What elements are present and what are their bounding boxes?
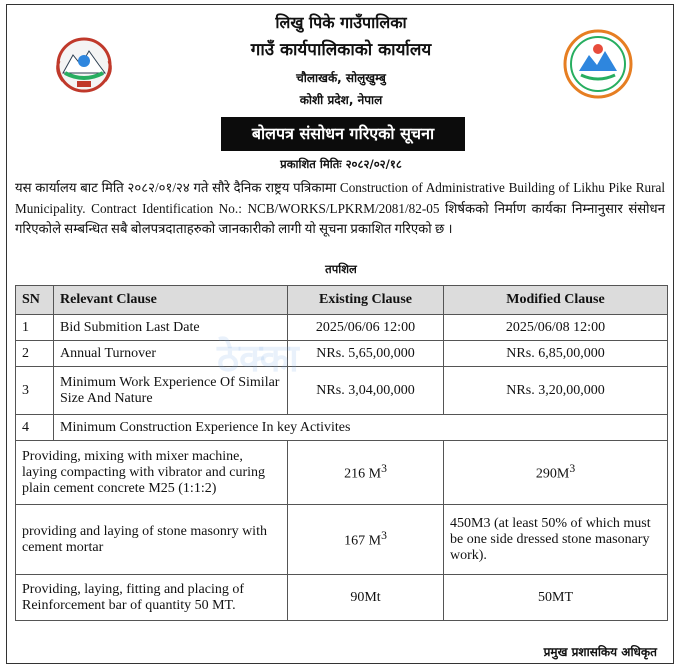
published-date: प्रकाशित मितिः २०८२/०२/१८ [280,157,402,171]
table-row [16,341,668,367]
sub-row-modified: 50MT [444,575,668,621]
schedule-heading: तपशिल [325,262,357,276]
sub-row-modified: 450M3 (at least 50% of which must be one side dressed stone masonary work). [444,505,668,575]
row-sn: 3 [16,367,54,415]
row-sn: 2 [16,341,54,367]
header-relevant-clause: Relevant Clause [54,286,288,315]
municipality-name: लिखु पिके गाउँपालिका [275,13,407,32]
sub-row-existing-sup: 3 [381,462,387,476]
sub-row-existing-sup: 3 [381,529,387,543]
table-row [16,315,668,341]
table-sub-row [16,575,668,621]
row-sn: 4 [16,415,54,441]
signature-title: प्रमुख प्रशासकिय अधिकृत [543,645,657,659]
sub-row-modified-value: 290M [535,466,570,482]
row-existing: 2025/06/06 12:00 [288,315,444,341]
table-sub-row [16,441,668,505]
sub-row-item: Providing, mixing with mixer machine, laying compacting with vibrator and curing plain cement concrete M25 (1:1:2) [16,441,288,505]
address-line-1: चौलाखर्क, सोलुखुम्बु [296,71,386,85]
watermark-text: ठेक्का [217,336,299,380]
address-line-2: कोशी प्रदेश, नेपाल [299,93,383,107]
table-row [16,415,668,441]
sub-row-item: Providing, laying, fitting and placing of Reinforcement bar of quantity 50 MT. [16,575,288,621]
sub-row-modified [444,441,668,505]
office-name: गाउँ कार्यपालिकाको कार्यालय [250,40,432,60]
notice-page [6,4,674,664]
notice-body-text: यस कार्यालय बाट मिति २०८२/०१/२४ गते सौरे दैनिक राष्ट्रय पत्रिकामा Construction of Administrative Building of Likhu Pike Rural Municipality. Contract Identification No.: NCB/WORKS/LPKRM/2081/82-05 शिर्षकको निर्माण कार्यका निम्नानुसार संसोधन गरिएकोले सम्बन्धित सबै बोलपत्रदाताहरुको जानकारीको लागी यो सूचना प्रकाशित गरिएको छ । [15,180,665,236]
table-sub-row [16,505,668,575]
row-relevant: Bid Submition Last Date [54,315,288,341]
row-relevant: Annual Turnover [54,341,288,367]
sub-row-existing [288,441,444,505]
row-existing: NRs. 5,65,00,000 [288,341,444,367]
row-modified: NRs. 6,85,00,000 [444,341,668,367]
table-header-row [16,286,668,315]
amendment-table [15,285,668,621]
header-sn: SN [16,286,54,315]
notice-title-banner: बोलपत्र संसोधन गरिएको सूचना [221,117,465,151]
sub-row-modified-sup: 3 [569,462,576,476]
row-relevant: Minimum Construction Experience In key Activites [54,415,668,441]
notice-body [15,178,665,240]
header-modified-clause: Modified Clause [444,286,668,315]
row-sn: 1 [16,315,54,341]
row-existing: NRs. 3,04,00,000 [288,367,444,415]
row-modified: NRs. 3,20,00,000 [444,367,668,415]
header-existing-clause: Existing Clause [288,286,444,315]
row-relevant: Minimum Work Experience Of Similar Size And Nature [54,367,288,415]
sub-row-existing [288,505,444,575]
sub-row-existing-value: 167 M [344,533,382,549]
table-row [16,367,668,415]
sub-row-existing-value: 216 M [344,466,382,482]
sub-row-existing: 90Mt [288,575,444,621]
row-modified: 2025/06/08 12:00 [444,315,668,341]
sub-row-item: providing and laying of stone masonry with cement mortar [16,505,288,575]
